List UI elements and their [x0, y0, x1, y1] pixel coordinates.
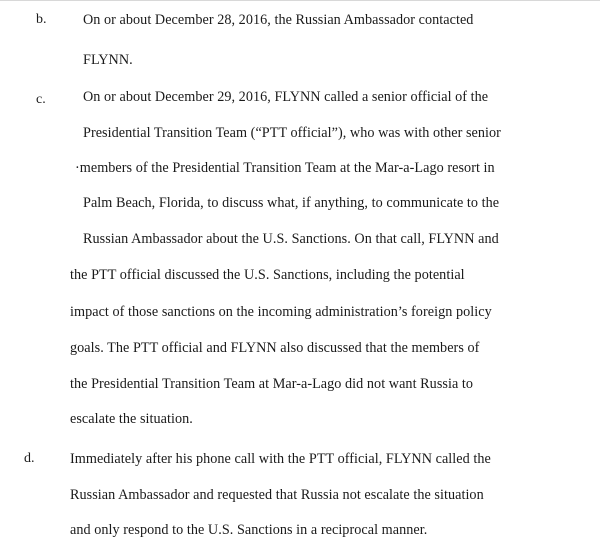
item-c-line-4: Palm Beach, Florida, to discuss what, if anything, to communicate to the: [83, 195, 500, 211]
item-marker-b: b.: [36, 12, 47, 27]
item-marker-c: c.: [36, 92, 46, 107]
item-c-line-1: On or about December 29, 2016, FLYNN called a senior official of the: [83, 89, 489, 105]
item-c-line-8: goals. The PTT official and FLYNN also discussed that the members of: [70, 340, 480, 356]
item-d-line-2: Russian Ambassador and requested that Russia not escalate the situation: [70, 487, 484, 503]
item-b-line-2: FLYNN.: [83, 52, 133, 68]
item-b-line-1: On or about December 28, 2016, the Russian Ambassador contacted: [83, 12, 474, 28]
item-d-line-1: Immediately after his phone call with the PTT official, FLYNN called the: [70, 451, 491, 467]
item-marker-d: d.: [24, 451, 35, 466]
item-c-line-5: Russian Ambassador about the U.S. Sanctions. On that call, FLYNN and: [83, 231, 499, 247]
item-c-line-9: the Presidential Transition Team at Mar-a-Lago did not want Russia to: [70, 376, 474, 392]
item-c-line-10: escalate the situation.: [70, 411, 193, 427]
item-c-line-6: the PTT official discussed the U.S. Sanctions, including the potential: [70, 267, 465, 283]
item-d-line-3: and only respond to the U.S. Sanctions in a reciprocal manner.: [70, 522, 428, 538]
item-c-line-2: Presidential Transition Team (“PTT official”), who was with other senior: [83, 125, 501, 141]
item-c-line-7: impact of those sanctions on the incoming administration’s foreign policy: [70, 304, 492, 320]
item-c-line-3: ·members of the Presidential Transition Team at the Mar-a-Lago resort in: [75, 160, 495, 176]
